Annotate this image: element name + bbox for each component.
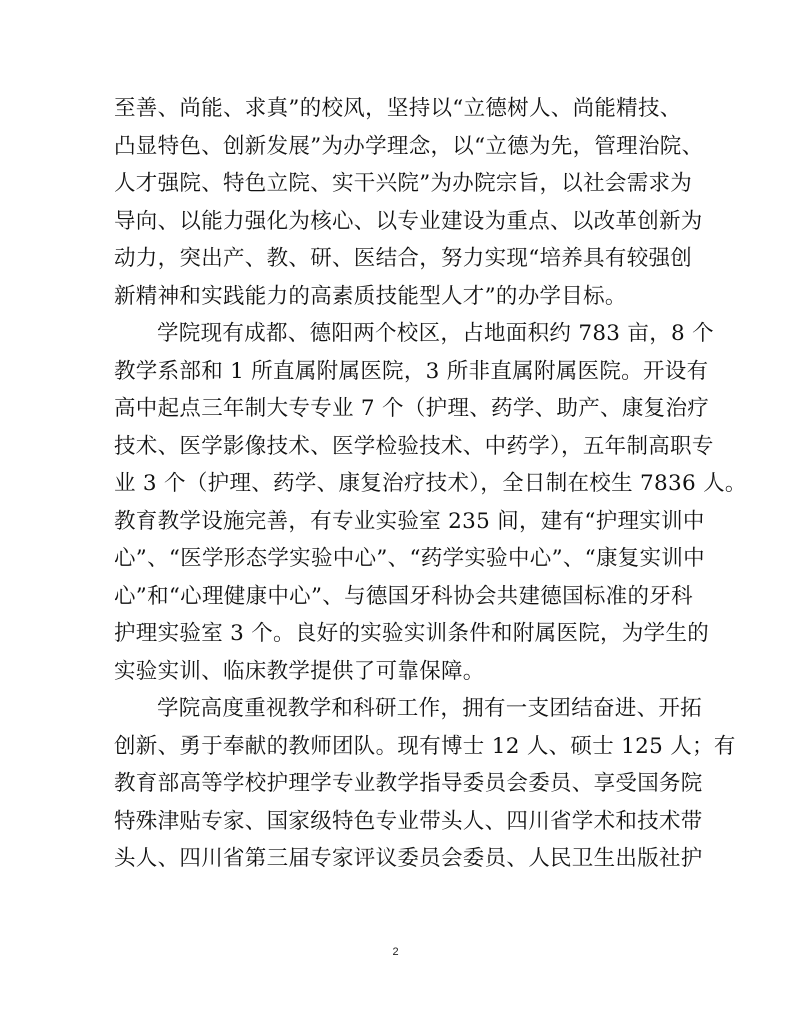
body-text	[114, 90, 747, 878]
text-line: 创新、勇于奉献的教师团队。现有博士 12 人、硕士 125 人；有	[114, 733, 736, 759]
page-number: 2	[392, 946, 399, 958]
text-line: 学院高度重视教学和科研工作，拥有一支团结奋进、开拓	[157, 696, 703, 721]
text-line: 心”和“心理健康中心”、与德国牙科协会共建德国标准的牙科	[114, 583, 693, 609]
text-line: 教学系部和 1 所直属附属医院，3 所非直属附属医院。开设有	[114, 358, 709, 384]
text-line: 业 3 个（护理、药学、康复治疗技术），全日制在校生 7836 人。	[114, 471, 747, 496]
text-line: 技术、医学影像技术、医学检验技术、中药学），五年制高职专	[114, 433, 714, 459]
text-line: 护理实验室 3 个。良好的实验实训条件和附属医院，为学生的	[114, 621, 710, 646]
text-line: 至善、尚能、求真”的校风，坚持以“立德树人、尚能精技、	[114, 96, 682, 121]
paragraph	[114, 315, 747, 690]
text-line: 凸显特色、创新发展”为办学理念，以“立德为先，管理治院、	[114, 133, 704, 159]
text-line: 学院现有成都、德阳两个校区，占地面积约 783 亩，8 个	[157, 321, 714, 346]
text-line: 新精神和实践能力的高素质技能型人才”的办学目标。	[114, 283, 627, 309]
text-line: 教育部高等学校护理学专业教学指导委员会委员、享受国务院	[114, 771, 703, 796]
text-line: 心”、“医学形态学实验中心”、“药学实验中心”、“康复实训中	[114, 546, 705, 571]
text-line: 人才强院、特色立院、实干兴院”为办院宗旨，以社会需求为	[114, 171, 693, 196]
text-line: 实验实训、临床教学提供了可靠保障。	[114, 658, 485, 684]
text-line: 导向、以能力强化为核心、以专业建设为重点、以改革创新为	[114, 208, 703, 234]
text-line: 头人、四川省第三届专家评议委员会委员、人民卫生出版社护	[114, 846, 703, 871]
paragraph	[114, 690, 736, 878]
text-line: 特殊津贴专家、国家级特色专业带头人、四川省学术和技术带	[114, 808, 703, 834]
text-line: 高中起点三年制大专专业 7 个（护理、药学、助产、康复治疗	[114, 396, 710, 421]
paragraph	[114, 90, 704, 315]
text-line: 动力，突出产、教、研、医结合，努力实现“培养具有较强创	[114, 246, 693, 271]
text-line: 教育教学设施完善，有专业实验室 235 间，建有“护理实训中	[114, 508, 705, 534]
